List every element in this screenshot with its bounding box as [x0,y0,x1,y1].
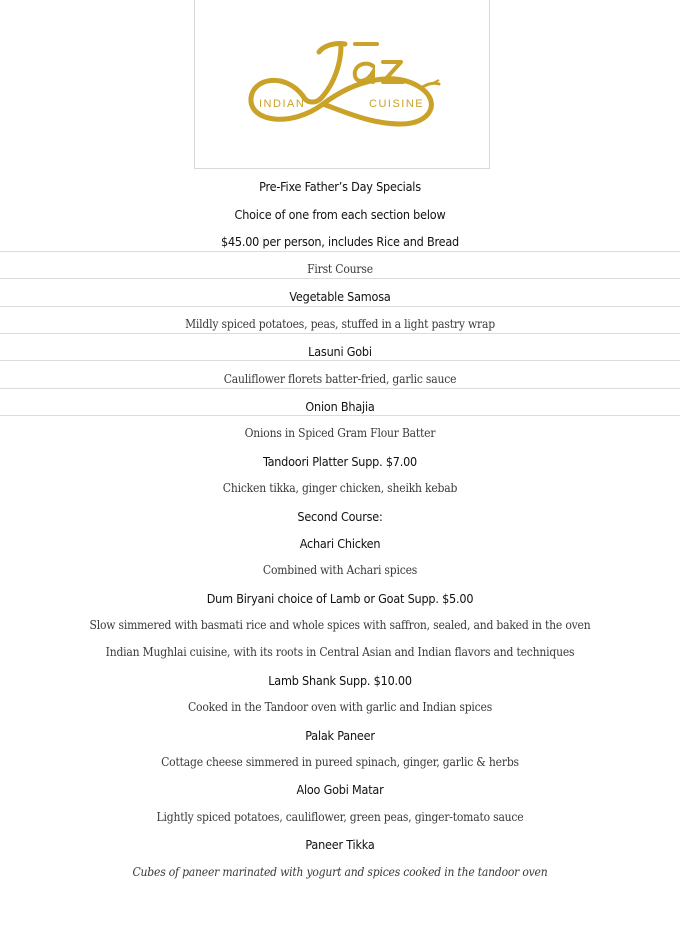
dish-name: Onion Bhajia [305,399,375,414]
dish-name: Vegetable Samosa [289,289,391,304]
dish-description: Cubes of paneer marinated with yogurt and spices cooked in the tandoor oven [132,865,548,879]
dish-description: Lightly spiced potatoes, cauliflower, green peas, ginger-tomato sauce [156,810,524,824]
jaz-logo [195,0,491,169]
rule [0,278,680,279]
rule [0,388,680,389]
dish-description: Chicken tikka, ginger chicken, sheikh kebab [222,481,458,495]
dish-name: Lamb Shank Supp. $10.00 [268,673,412,688]
rule [0,333,680,334]
logo-indian-text: INDIAN [259,98,306,110]
menu-instruction: Choice of one from each section below [234,207,446,222]
menu-price: $45.00 per person, includes Rice and Bread [221,234,459,249]
rule [0,251,680,252]
dish-name: Dum Biryani choice of Lamb or Goat Supp. $5.00 [206,591,474,606]
menu-title: Pre-Fixe Father’s Day Specials [259,179,421,194]
dish-name: Achari Chicken [299,536,381,551]
dish-description: Indian Mughlai cuisine, with its roots in Central Asian and Indian flavors and techniques [105,645,575,659]
dish-description: Slow simmered with basmati rice and whole spices with saffron, sealed, and baked in the oven [89,618,591,632]
dish-description: Onions in Spiced Gram Flour Batter [244,426,436,440]
dish-description: Combined with Achari spices [262,563,418,577]
dish-name: Paneer Tikka [305,837,375,852]
dish-description: Mildly spiced potatoes, peas, stuffed in a light pastry wrap [185,317,495,331]
logo-box [194,0,490,169]
dish-name: Tandoori Platter Supp. $7.00 [262,454,418,469]
dish-name: Lasuni Gobi [308,344,372,359]
rule [0,415,680,416]
dish-description: Cauliflower florets batter-fried, garlic sauce [223,372,457,386]
dish-name: Aloo Gobi Matar [296,782,384,797]
rule [0,360,680,361]
dish-description: Cooked in the Tandoor oven with garlic and Indian spices [187,700,493,714]
dish-description: Cottage cheese simmered in pureed spinach, ginger, garlic & herbs [161,755,519,769]
section-heading-first-course: First Course [307,262,373,276]
section-heading-second-course: Second Course: [297,509,383,524]
logo-cuisine-text: CUISINE [369,98,425,110]
rule [0,306,680,307]
dish-name: Palak Paneer [305,728,375,743]
